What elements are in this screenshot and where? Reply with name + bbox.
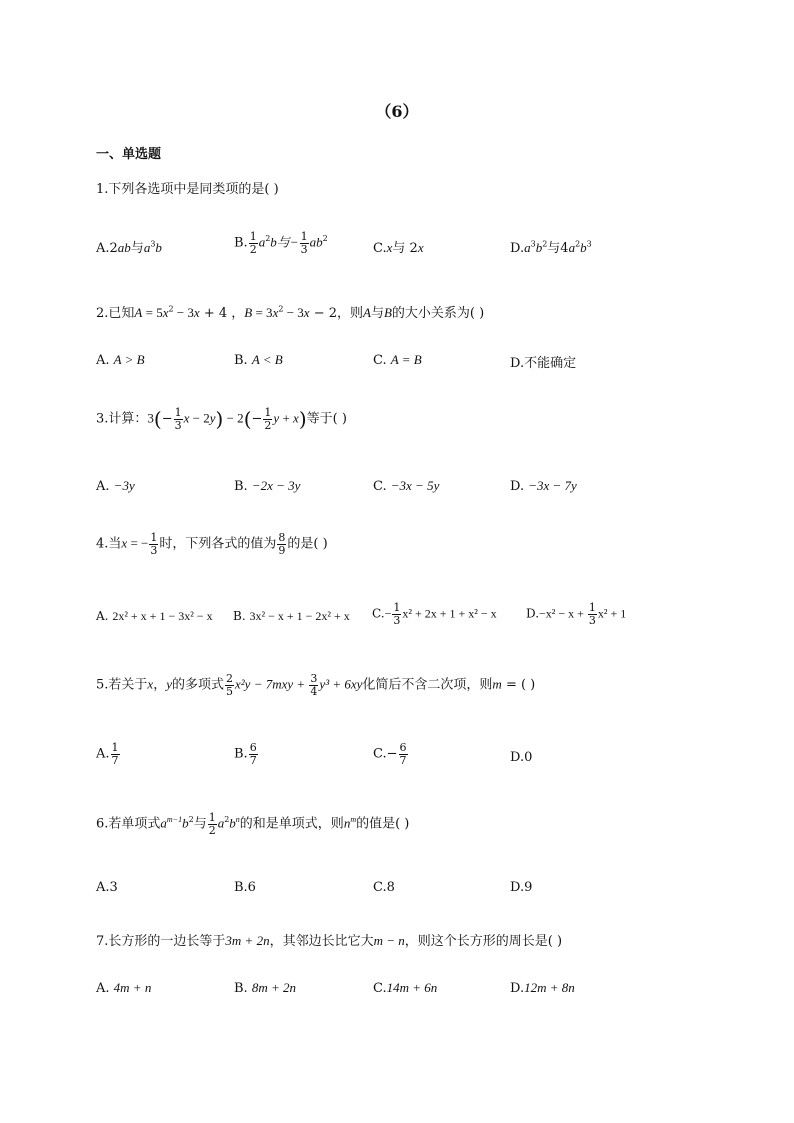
q3-option-a: A. −3y bbox=[96, 478, 135, 494]
question-7-stem: 7.长方形的一边长等于3m + 2n，其邻边长比它大m − n，则这个长方形的周长是( ) bbox=[96, 933, 563, 949]
q4-option-b: B. 3x² − x + 1 − 2x² + x bbox=[233, 609, 350, 623]
question-3-stem: 3.计算：3(− $\frac{1}{3}$ x − 2y) − 2(− $\frac{1}{2}$ y + x)等于( ) bbox=[96, 406, 347, 432]
q1-option-c: C.x与 2x bbox=[373, 240, 424, 256]
question-2-stem: 2.已知$A = 5x^2 - 3x + 4$ ，$B = 3x^2 - 3x - 2$，则A与B的大小关系为( ) bbox=[96, 304, 485, 321]
question-6-stem: 6.若单项式$a^{m-1}b^2$与 $\frac{1}{2}$ $a^2b^n$的和是单项式，则$n^m$的值是( ) bbox=[96, 811, 410, 837]
q3-option-b: B. −2x − 3y bbox=[234, 478, 301, 494]
q5-option-a: A. $\frac{1}{7}$ bbox=[96, 741, 119, 767]
q7-option-a: A. 4m + n bbox=[96, 980, 152, 996]
q7-option-c: C.14m + 6n bbox=[373, 980, 438, 996]
q6-option-d: D.9 bbox=[510, 880, 533, 895]
q1-option-b: B. $\frac{1}{2}$ $a^2b$与− $\frac{1}{3}$ $ab^2$ bbox=[234, 230, 328, 256]
q3-option-c: C. −3x − 5y bbox=[373, 478, 440, 494]
q6-option-a: A.3 bbox=[96, 880, 118, 895]
q4-option-a: A. 2x² + x + 1 − 3x² − x bbox=[96, 609, 213, 623]
q2-option-d: D.不能确定 bbox=[510, 356, 577, 371]
q6-option-b: B.6 bbox=[234, 880, 256, 895]
q5-option-d: D.0 bbox=[510, 750, 533, 765]
question-4-stem: 4.当x = − $\frac{1}{3}$ 时，下列各式的值为 $\frac{8}{9}$ 的是( ) bbox=[96, 531, 328, 557]
q7-option-b: B. 8m + 2n bbox=[234, 980, 296, 996]
q5-option-c: C.− $\frac{6}{7}$ bbox=[373, 741, 407, 767]
question-1-stem: 1.下列各选项中是同类项的是( ) bbox=[96, 182, 279, 197]
q6-option-c: C.8 bbox=[373, 880, 395, 895]
q4-option-d: D.−x² − x + $\frac{1}{3}$ x² + 1 bbox=[526, 601, 627, 627]
question-5-stem: 5.若关于x，y的多项式 $\frac{2}{5}$ x²y − 7mxy + $\frac{3}{4}$ y³ + 6xy化简后不含二次项，则m = ( ) bbox=[96, 672, 536, 698]
q2-option-b: B. A < B bbox=[234, 352, 283, 368]
q4-option-c: C.− $\frac{1}{3}$ x² + 2x + 1 + x² − x bbox=[372, 601, 497, 627]
q2-option-a: A. A > B bbox=[96, 352, 145, 368]
q3-option-d: D. −3x − 7y bbox=[510, 478, 577, 494]
q7-option-d: D.12m + 8n bbox=[510, 980, 575, 996]
page-title: （6） bbox=[375, 102, 419, 121]
q1-option-a: A.2ab与$a^3b$ bbox=[96, 239, 162, 256]
q5-option-b: B. $\frac{6}{7}$ bbox=[234, 741, 257, 767]
section-heading: 一、单选题 bbox=[96, 147, 162, 162]
q1-option-d: $D.a^3b^2$与$4a^2b^3$ bbox=[510, 239, 592, 256]
q2-option-c: C. A = B bbox=[373, 352, 422, 368]
